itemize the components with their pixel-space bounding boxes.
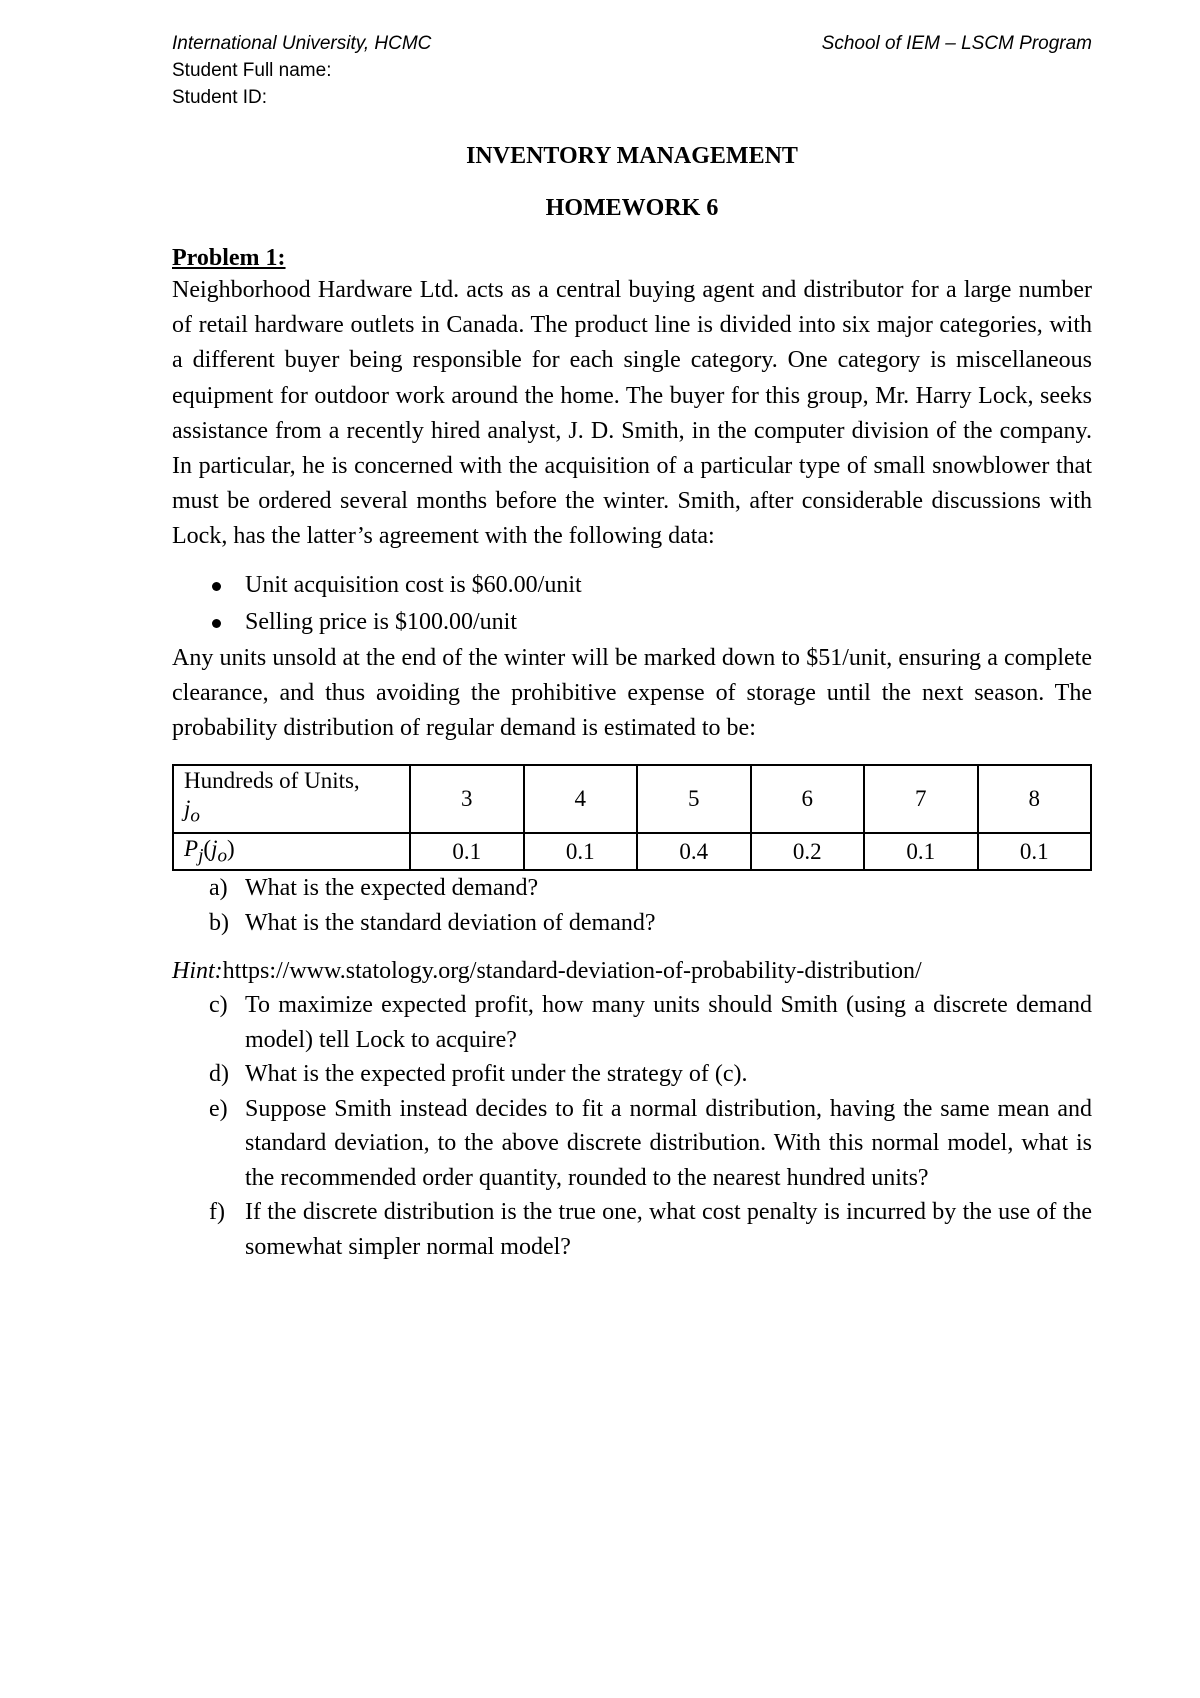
probability-cell: 0.2 [751, 833, 865, 870]
question-d: d) What is the expected profit under the strategy of (c). [209, 1061, 748, 1088]
demand-row-variable: $j_o$ [184, 796, 200, 828]
demand-cell: 7 [864, 765, 978, 833]
demand-cell: 3 [410, 765, 524, 833]
probability-cell: 0.1 [524, 833, 638, 870]
probability-cell: 0.1 [410, 833, 524, 870]
questions-c-f [172, 988, 1092, 1264]
bullet-acquisition-cost: Unit acquisition cost is $60.00/unit [209, 567, 1092, 604]
page-header [172, 30, 1092, 57]
student-id-label: Student ID: [172, 87, 268, 108]
question-b: b) What is the standard deviation of demand? [209, 909, 656, 936]
demand-cell: 6 [751, 765, 865, 833]
bullet-selling-price: Selling price is $100.00/unit [209, 604, 1092, 641]
hint-line [172, 954, 1092, 988]
header-program: School of IEM – LSCM Program [821, 33, 1092, 54]
problem-heading: Problem 1: [172, 245, 286, 271]
demand-cell: 4 [524, 765, 638, 833]
document-title: INVENTORY MANAGEMENT [466, 143, 798, 169]
document-page [172, 30, 1092, 1264]
probability-row-header: $P_j(j_o)$ [173, 833, 410, 870]
demand-row-header [173, 765, 410, 833]
hint-url[interactable]: https://www.statology.org/standard-deviation-of-probability-distribution/ [222, 958, 922, 985]
question-c: c) To maximize expected profit, how many units should Smith (using a discrete demand model) tell Lock to acquire? [209, 992, 1092, 1053]
demand-row-label: Hundreds of Units, [184, 768, 360, 794]
questions-a-b [172, 871, 1092, 940]
intro-paragraph: Neighborhood Hardware Ltd. acts as a central buying agent and distributor for a large number of retail hardware outlets in Canada. The product line is divided into six major categories, with a different buyer being responsible for each single category. One category is miscellaneous equipment for outdoor work around the home. The buyer for this group, Mr. Harry Lock, seeks assistance from a recently hired analyst, J. D. Smith, in the computer division of the company. In particular, he is concerned with the acquisition of a particular type of small snowblower that must be ordered several months before the winter. Smith, after considerable discussions with Lock, has the latter’s agreement with the following data: [172, 277, 1092, 550]
header-university: International University, HCMC [172, 33, 432, 54]
document-subtitle: HOMEWORK 6 [545, 195, 719, 221]
hint-word: Hint: [172, 958, 223, 985]
question-f: f) If the discrete distribution is the true one, what cost penalty is incurred by the use of the somewhat simpler normal model? [209, 1199, 1092, 1260]
student-name-label: Student Full name: [172, 60, 332, 81]
question-a: a) What is the expected demand? [209, 875, 539, 902]
table-row-demand [173, 765, 1091, 833]
table-row-probability [173, 833, 1091, 870]
data-bullets [172, 567, 1092, 641]
demand-cell: 5 [637, 765, 751, 833]
demand-distribution-table [172, 764, 1092, 871]
probability-cell: 0.1 [978, 833, 1092, 870]
markdown-paragraph: Any units unsold at the end of the winter will be marked down to $51/unit, ensuring a complete clearance, and thus avoiding the prohibitive expense of storage until the next season. The probability distribution of regular demand is estimated to be: [172, 644, 1092, 742]
question-e: e) Suppose Smith instead decides to fit a normal distribution, having the same mean and standard deviation, to the above discrete distribution. With this normal model, what is the recommended order quantity, rounded to the nearest hundred units? [209, 1095, 1092, 1191]
probability-cell: 0.1 [864, 833, 978, 870]
probability-cell: 0.4 [637, 833, 751, 870]
demand-cell: 8 [978, 765, 1092, 833]
